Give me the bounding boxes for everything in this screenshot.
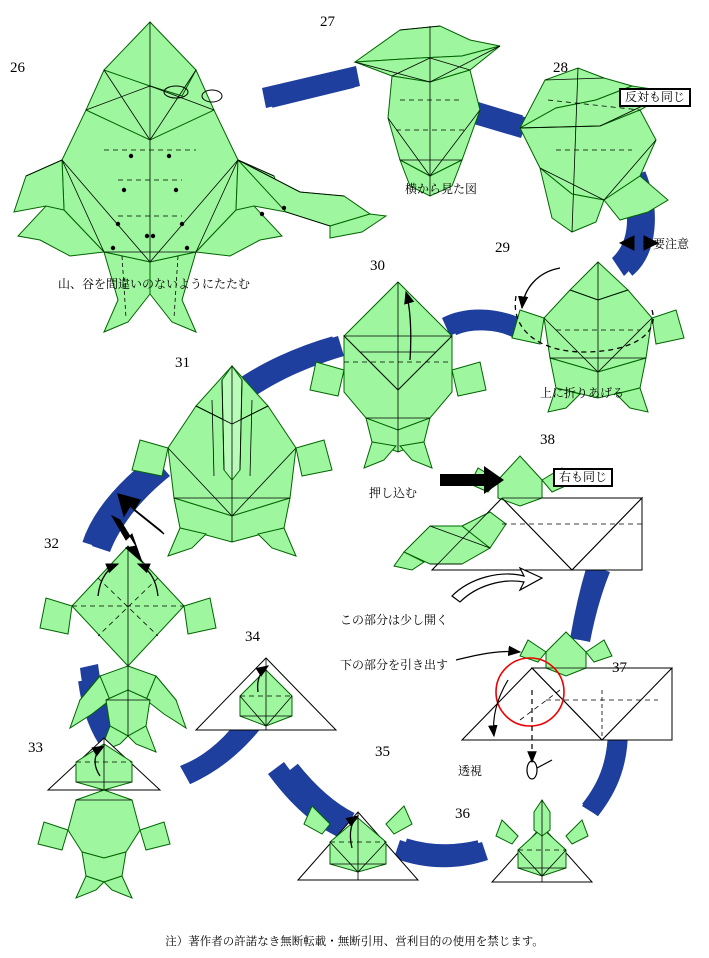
step-number-29: 29 bbox=[495, 240, 510, 256]
note-same-on-right: 右も同じ bbox=[553, 468, 613, 487]
step-number-35: 35 bbox=[375, 744, 390, 760]
pullout-arrow-step-38 bbox=[456, 651, 520, 660]
step-number-32: 32 bbox=[44, 536, 59, 552]
note-fold-upward: 上に折りあげる bbox=[540, 386, 625, 400]
note-side-view: 横から見た図 bbox=[405, 182, 478, 196]
note-open-slightly: この部分は少し開く bbox=[340, 613, 449, 627]
open-arrow-step-38 bbox=[452, 568, 542, 602]
step-number-26: 26 bbox=[10, 60, 25, 76]
step-number-30: 30 bbox=[370, 258, 385, 274]
step-number-31: 31 bbox=[175, 355, 190, 371]
step-number-27: 27 bbox=[320, 14, 335, 30]
step-number-28: 28 bbox=[553, 60, 568, 76]
note-pull-out-lower: 下の部分を引き出す bbox=[340, 658, 449, 672]
copyright-notice: 注）著作者の許諾なき無断転載・無断引用、営利目的の使用を禁じます。 bbox=[165, 934, 544, 948]
note-xray-view: 透視 bbox=[458, 764, 483, 778]
step-number-38: 38 bbox=[540, 432, 555, 448]
step-number-36: 36 bbox=[455, 806, 470, 822]
step-number-33: 33 bbox=[28, 740, 43, 756]
note-fold-mountain-valley: 山、谷を間違いのないようにたたむ bbox=[58, 277, 251, 291]
note-caution: ＊要注意 bbox=[641, 237, 690, 251]
step-number-37: 37 bbox=[612, 660, 627, 676]
note-push-in: 押し込む bbox=[369, 486, 418, 500]
push-arrow-step-38 bbox=[440, 466, 504, 494]
figure-step-27 bbox=[355, 26, 500, 196]
step-number-34: 34 bbox=[245, 629, 260, 645]
note-same-on-opposite-side: 反対も同じ bbox=[619, 88, 691, 107]
